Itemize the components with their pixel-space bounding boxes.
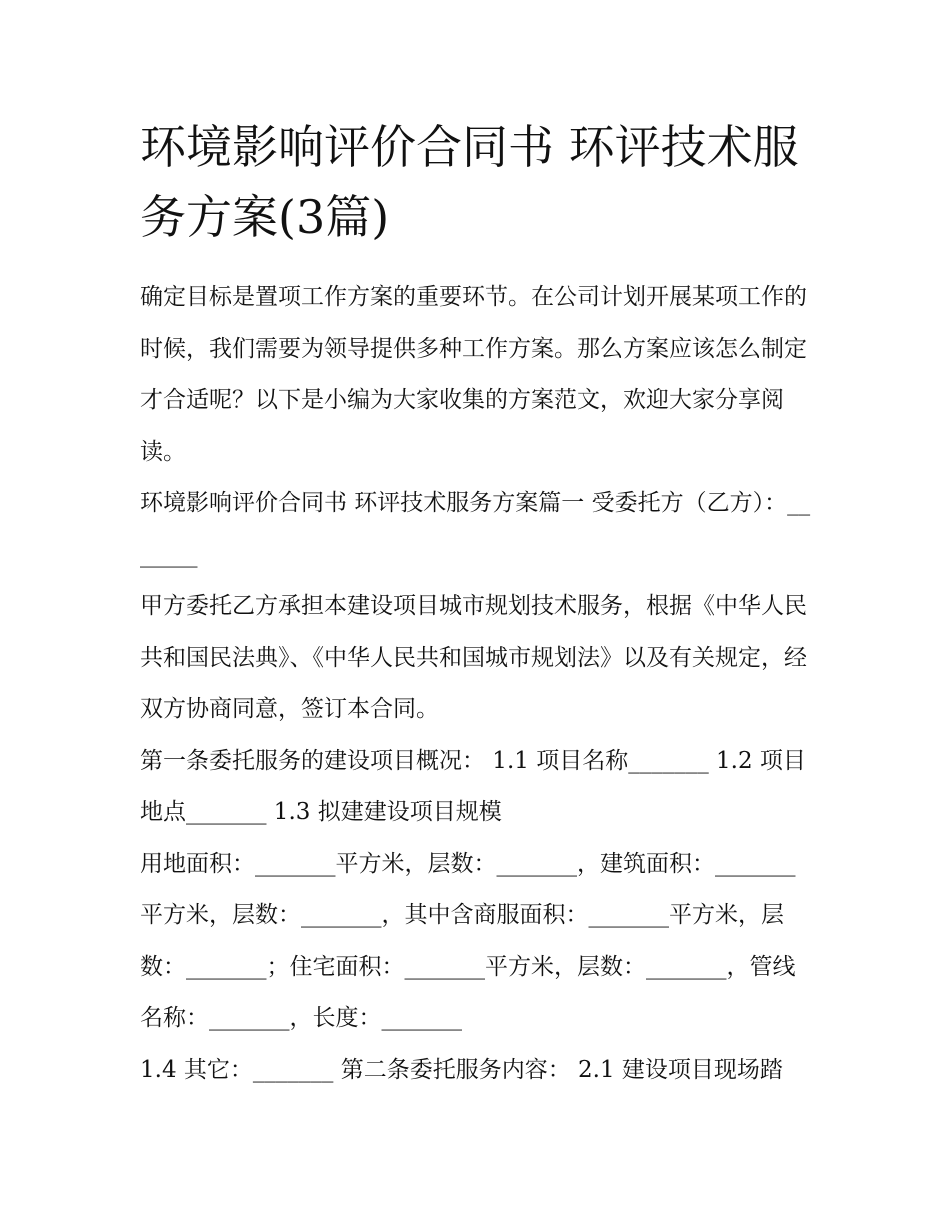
contract-purpose-paragraph: 甲方委托乙方承担本建设项目城市规划技术服务，根据《中华人民共和国民法典》、《中华人民共和国城市规划法》以及有关规定，经双方协商同意，签订本合同。 <box>140 593 807 722</box>
document-title: 环境影响评价合同书 环评技术服务方案(3篇) <box>140 120 799 244</box>
article-one-paragraph: 第一条委托服务的建设项目概况： 1.1 项目名称_______ 1.2 项目地点_______ 1.3 拟建建设项目规模 <box>140 747 806 825</box>
document-body <box>140 112 815 1096</box>
section-heading-paragraph: 环境影响评价合同书 环评技术服务方案篇一 受委托方（乙方）：_______ <box>140 490 811 568</box>
article-two-paragraph: 1.4 其它：_______ 第二条委托服务内容： 2.1 建设项目现场踏 <box>140 1056 783 1083</box>
intro-paragraph: 确定目标是置项工作方案的重要环节。在公司计划开展某项工作的时候，我们需要为领导提供多种工作方案。那么方案应该怎么制定才合适呢？以下是小编为大家收集的方案范文，欢迎大家分享阅读。 <box>140 284 807 465</box>
area-details-paragraph: 用地面积：_______平方米，层数：_______，建筑面积：_______平方米，层数：_______，其中含商服面积：_______平方米，层数：_______；住宅面积：_______平方米，层数：_______，管线名称：_______，长度：_______ <box>140 850 796 1031</box>
